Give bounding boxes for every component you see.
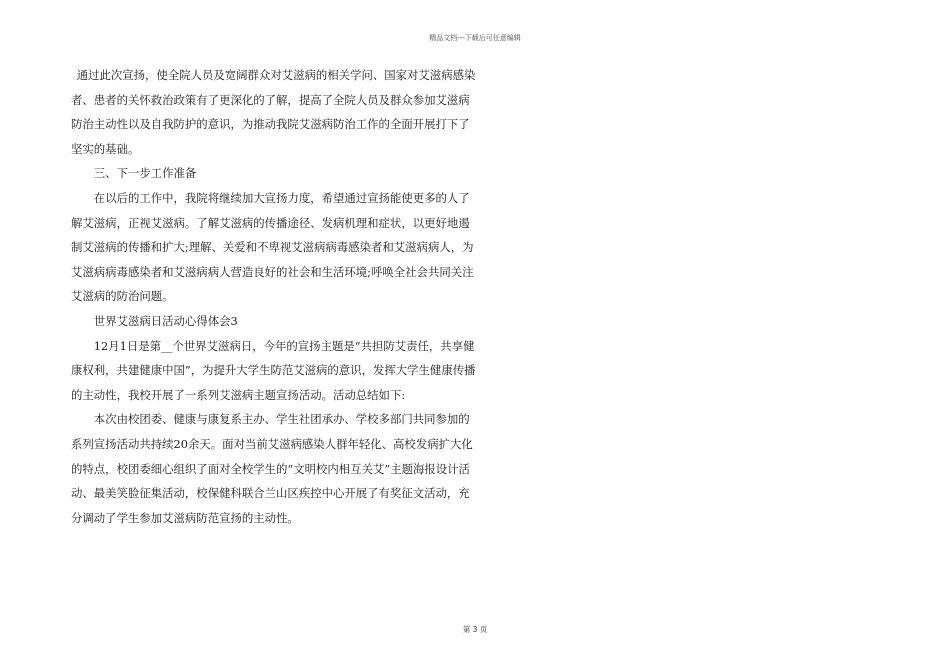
- section-heading: 世界艾滋病日活动心得体会3: [93, 313, 238, 328]
- section-heading: 三、下一步工作准备: [93, 166, 197, 181]
- paragraph: 本次由校团委、健康与康复系主办、学生社团承办、学校多部门共同参加的系列宣扬活动共持续20余天。面对当前艾滋病感染人群年轻化、高校发病扩大化的特点，校团委细心组织了面对全校学生的“文明校内相互关艾”主题海报设计活动、最美笑脸征集活动，校保健科联合兰山区疾控中心开展了有奖征文活动，充分调动了学生参加艾滋病防范宣扬的主动性。: [71, 412, 473, 525]
- page-number: 第 3 页: [462, 625, 488, 634]
- paragraph: 在以后的工作中，我院将继续加大宣扬力度，希望通过宣扬能使更多的人了解艾滋病，正视艾滋病。了解艾滋病的传播途径、发病机理和症状，以更好地遏制艾滋病的传播和扩大;理解、关爱和不卑视艾滋病病毒感染者和艾滋病病人，为艾滋病病毒感染者和艾滋病病人营造良好的社会和生活环境;呼唤全社会共同关注艾滋病的防治问题。: [71, 190, 474, 304]
- paragraph: 12月1日是第__个世界艾滋病日，今年的宣扬主题是“共担防艾责任，共享健康权利，共建健康中国”，为提升大学生防范艾滋病的意识，发挥大学生健康传播的主动性，我校开展了一系列艾滋病主题宣扬活动。活动总结如下:: [71, 338, 476, 402]
- page-header: 精品文档---下载后可任意编辑: [429, 34, 521, 42]
- document-body: [71, 63, 481, 530]
- paragraph: 通过此次宣扬，使全院人员及宽阔群众对艾滋病的相关学问、国家对艾滋病感染者、患者的关怀救治政策有了更深化的了解，提高了全院人员及群众参加艾滋病防治主动性以及自我防护的意识，为推动我院艾滋病防治工作的全面开展打下了坚实的基础。: [71, 68, 476, 156]
